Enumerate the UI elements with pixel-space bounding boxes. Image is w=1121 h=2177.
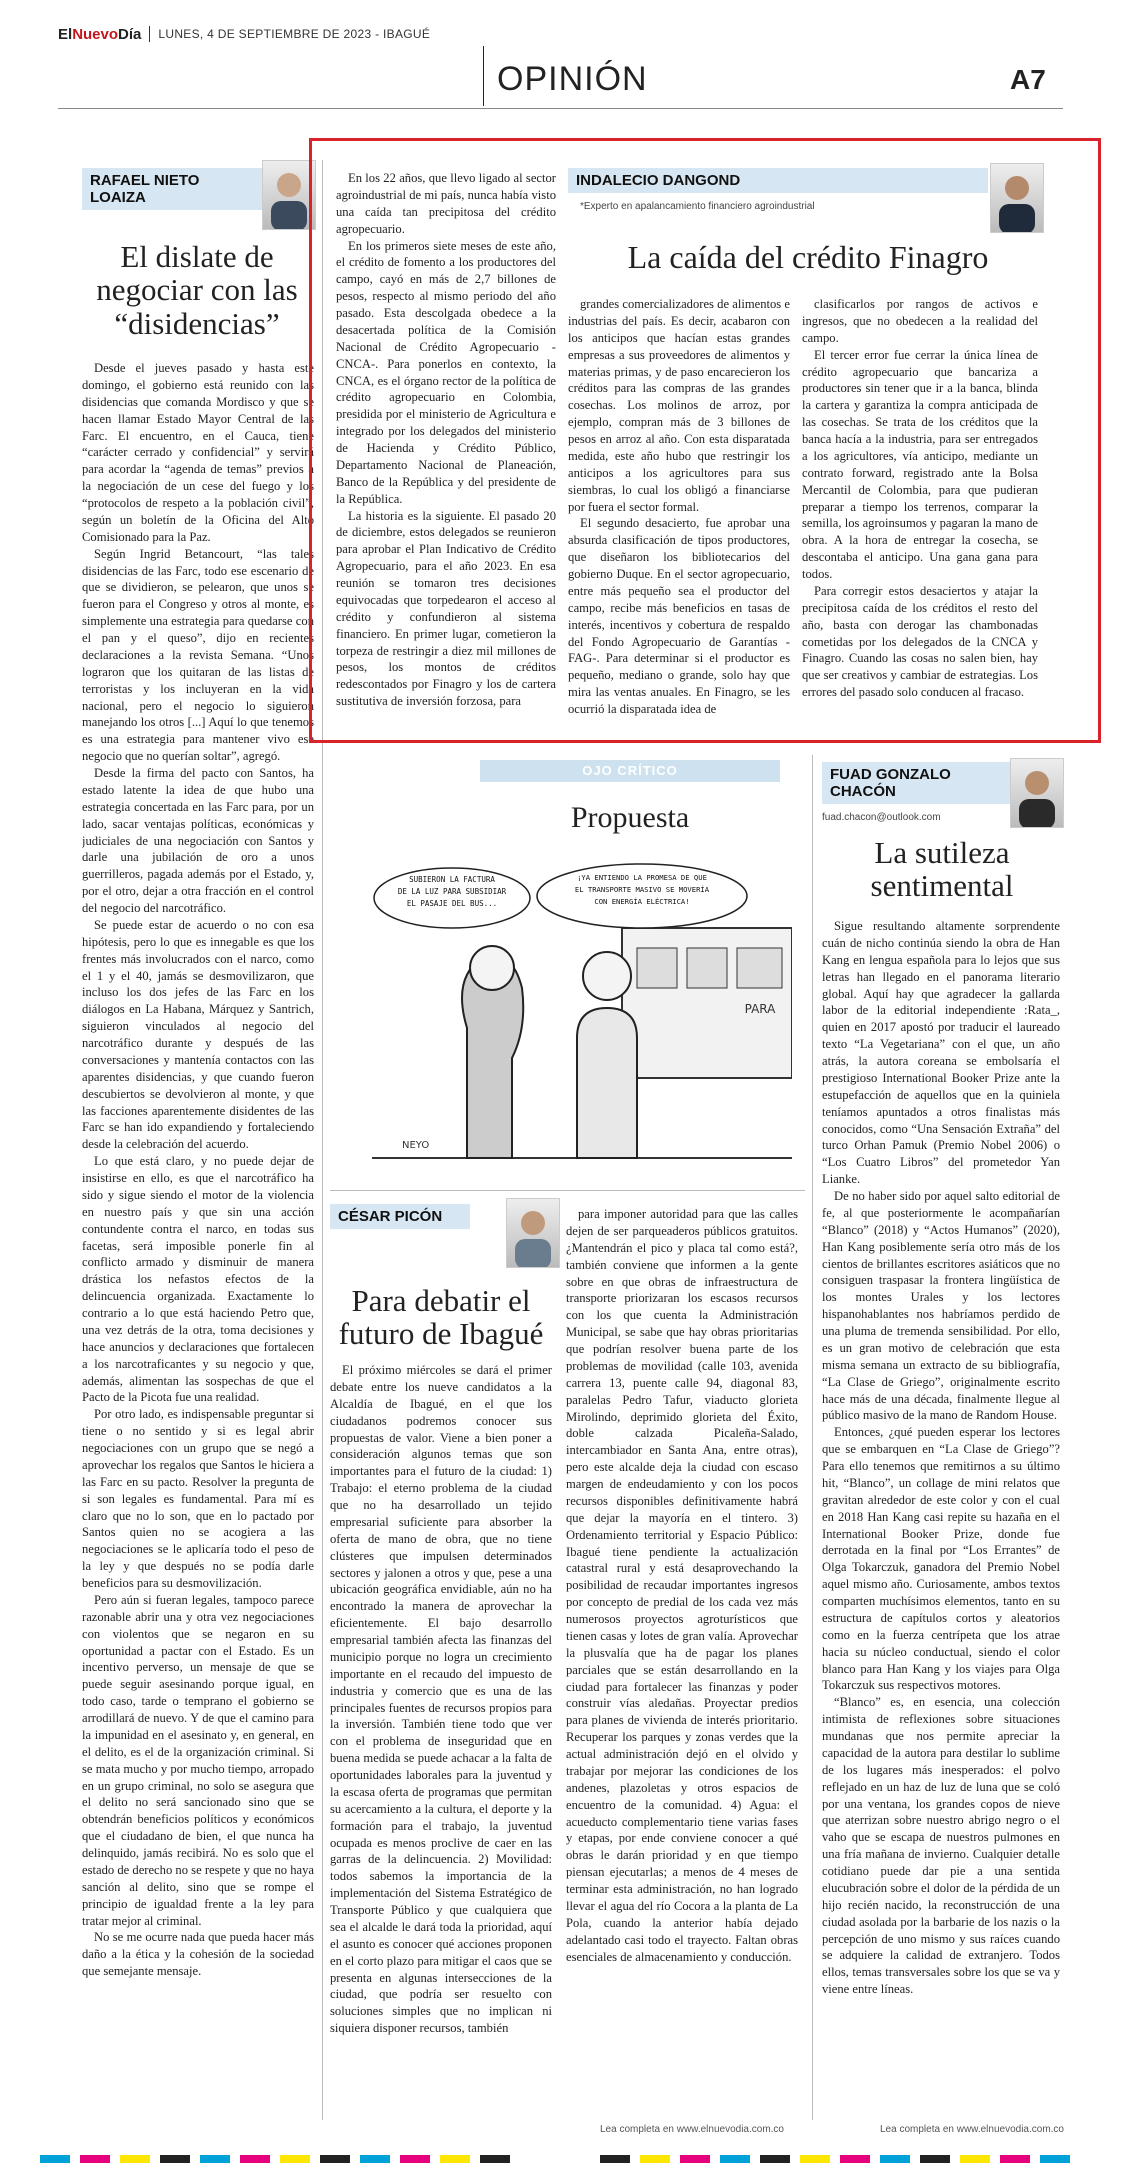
author-photo [506, 1198, 560, 1268]
bubble-right-line2: EL TRANSPORTE MASIVO SE MOVERÍA [574, 885, 710, 894]
paragraph: clasificarlos por rangos de activos e ingresos, que no obedecen a la realidad del campo. [802, 297, 1038, 345]
article2-col1 [336, 170, 556, 730]
article3-col1 [330, 1362, 552, 2120]
masthead-divider [149, 26, 150, 42]
author-name: CÉSAR PICÓN [330, 1204, 470, 1229]
paragraph: En los 22 años, que llevo ligado al sector agroindustrial de mi país, nunca había visto una caída tan precipitosa del crédito agropecuario. [336, 171, 556, 236]
author-photo [990, 163, 1044, 233]
paragraph: El próximo miércoles se dará el primer debate entre los nueve candidatos a la Alcaldía de Ibagué, en el que los ciudadanos podremos conocer sus propuestas de valor. Viene a bien poner a consideración algunos temas que son importantes para el futuro de la ciudad: 1) Trabajo: el eterno problema de la ciudad que no ha desarrollado un tejido empresarial suficiente para absorber la oferta de mano de obra, que no tiene clústeres que impulsen determinados sectores y jalonen a otros y que, pese a una ubicación geográfica envidiable, aún no ha encontrado la manera de aprovechar la eficientemente. El bajo desarrollo empresarial también afecta las finanzas del municipio porque no logra un crecimiento importante en el recaudo del impuesto de industria y comercio que es una de las principales fuentes de recursos propios para la inversión. También tiene todo que ver con el problema de inseguridad que en buena medida se puede achacar a la falta de oportunidades laborales para la juventud y la escasa oferta de programas que permitan su acercamiento a la cultura, el deporte y la formación para el trabajo, la juventud ocupada es menos proclive de caer en las garras de la delincuencia. 2) Movilidad: todos sabemos la importancia de la implementación del Sistema Estratégico de Transporte Público y que cualquiera que sea el alcalde le dará toda la prioridad, aquí el asunto es conocer qué acciones proponen en el corto plazo para mitigar el caos que se presenta en algunas intersecciones de la ciudad, que podría ser resuelto con soluciones simples que no implican ni siquiera disponer recursos, también [330, 1363, 552, 2036]
author-photo [262, 160, 316, 230]
paragraph: Por otro lado, es indispensable preguntar si tiene o no sentido y si es legal abrir negociaciones con un grupo que se negó a aprovechar los regalos que Santos le hiciera a las Farc en su pacto. Resolver la pregunta de si son legales es fundamental. Para mí es claro que no lo son, que en lo pactado por Santos quien no se acogiera a las negociaciones se le aplicaría todo el peso de la ley y que después no se podía darle beneficios para su desmovilización. [82, 1407, 314, 1590]
person-icon [507, 1199, 559, 1267]
paragraph: El tercer error fue cerrar la única línea de crédito agropecuario que bancariza a productores sin tener que ir a la banca, blinda la cartera y garantiza la compra anticipada de las cosechas. Se trata de los créditos que la banca hacía a la industria, para ser entregados a los agricultores, vía anticipo, mediante un contrato forward, registrado ante la Bolsa Mercantil de Colombia, para que pudieran preparar a tiempo los terrenos, comparar la semilla, los agroinsumos y pagaran la mano de obra. A la hora de entregar la cosecha, se descontaba el anticipo. Una gana gana para todos. [802, 347, 1038, 581]
bubble-right-line3: CON ENERGÍA ELÉCTRICA! [594, 897, 690, 906]
cartoonist-signature: NEYO [402, 1140, 430, 1151]
article2-headline: La caída del crédito Finagro [627, 239, 989, 275]
bubble-left-line2: DE LA LUZ PARA SUBSIDIAR [397, 887, 507, 896]
section-title: OPINIÓN [497, 60, 648, 98]
column-divider [812, 755, 813, 2120]
author-name: RAFAEL NIETO LOAIZA [82, 168, 262, 210]
masthead-date: LUNES, 4 DE SEPTIEMBRE DE 2023 - IBAGUÉ [158, 27, 431, 41]
article3-byline [330, 1204, 470, 1229]
paragraph: Desde la firma del pacto con Santos, ha estado latente la idea de que hubo una estrategia concertada en las Farc para, por un lado, sacar ventajas políticas, económicas y judiciales de una negociación con Santos y darle una jubilación de oro a unos guerrilleros, pagada además por el Estado, y, por el otro, dejar a otra fracción en el control del negocio del narcotráfico. [82, 766, 314, 915]
paragraph: De no haber sido por aquel salto editorial de fe, al que posteriormente le acompañarían “Blanco” (2018) y “Actos Humanos” (2020), Han Kang posiblemente sería otro más de los cientos de brillantes escritores asiáticos que no consiguen traspasar la frontera lingüística de los montes Urales y los lectores hispanohablantes nos habríamos perdido de una pluma de tremenda sensibilidad. Por ello, es un gran motivo de celebración que esta misma semana un extracto de su bibliografía, “La Clase de Griego”, originalmente escrito hace más de una década, finalmente llegue al público masivo de la mano de Random House. [822, 1189, 1060, 1423]
paragraph: Desde el jueves pasado y hasta este domingo, el gobierno está reunido con las disidencias que comanda Mordisco y que se hacen llamar Estado Mayor Central de las Farc. El encuentro, en el Cauca, tiene “carácter cerrado y confidencial” y servirá para acordar la “agenda de temas” previos a la negociación de un cese del fuego y los “protocolos de respeto a la población civil”, según un boletín de la Oficina del Alto Comisionado para la Paz. [82, 361, 314, 544]
cartoon-illustration [372, 858, 792, 1188]
bubble-left-line1: SUBIERON LA FACTURA [409, 875, 495, 884]
paragraph: para imponer autoridad para que las calles dejen de ser parqueaderos públicos gratuitos. ¿Mantendrán el pico y placa tal como está?, también conviene que informen a la gente sobre en que obras de infraestructura de transporte priorizaran los escasos recursos con los que cuenta la Administración Municipal, se sabe que hay obras prioritarias que podrían resolver buena parte de los problemas de movilidad (calle 103, avenida carrera 13, puente calle 94, diagonal 83, paralelas Pedro Tafur, viaducto glorieta Mirolindo, deprimido glorieta del Éxito, doble calzada Picaleña-Salado, intercambiador en Santa Ana, entre otras), pero este alcalde deja la ciudad con escaso margen de endeudamiento y con los pocos recursos disponibles definitivamente habrá que dejar la mayoría en el tintero. 3) Ordenamiento territorial y Espacio Público: Ibagué tiene pendiente la actualización catastral rural y está desaprovechando la posibilidad de recaudar importantes ingresos por concepto de predial de los cada vez más numerosos proyectos agroturísticos que tienen casas y lotes de gran valía. Aprovechar la plusvalía que ha de pagar los planes parciales que se están desarrollando en la ciudad para fortalecer las finanzas y poder construir vías aledañas. Proyectar predios para planes de vivienda de interés prioritario. Recuperar los parques y zonas verdes que la actual administración dejó en el olvido y trabajar por mejorar las condiciones de los andenes, plazoletas y otros espacios de encuentro de la comunidad. 4) Agua: el acueducto complementario tiene varias fases y etapas, por ende conviene conocer a qué obras le darán prioridad y en que tiempo piensan ejecutarlas; a menos de 4 meses de terminar esta administración, no han logrado llevar el agua del río Cocora a la planta de La Pola, cuando la anterior había dejado adelantado casi todo el trayecto. Faltan obras esenciales de almacenamiento y conducción. [566, 1207, 798, 1964]
paragraph: Se puede estar de acuerdo o no con esa hipótesis, pero lo que es innegable es que los frentes más involucrados con el narco, como el 1 y el 40, jamás se desmovilizaron, que incluso los dos jefes de las Farc en los diálogos en La Habana, Márquez y Santrich, siguieron vinculados al negocio del narcotráfico durante y después de las conversaciones y mantenía contactos con las aparentes disidencias, y que cuando fueron descubiertos se devolvieron al monte, y que las facciones aparentemente disidentes de las Farc se han ido expandiendo y fortaleciendo desde la celebración del acuerdo. [82, 917, 314, 1152]
bus-stop-sign: PARA [744, 1002, 776, 1016]
article4-byline [822, 762, 1022, 823]
author-email: fuad.chacon@outlook.com [822, 812, 941, 823]
top-rule [58, 108, 1063, 109]
person-icon [991, 164, 1043, 232]
article1-footer: Lea completa en www.elnuevodia.com.co [600, 2124, 784, 2135]
article3-headline: Para debatir el futuro de Ibagué [338, 1283, 544, 1352]
article2-col3 [802, 296, 1038, 730]
author-name: INDALECIO DANGOND [568, 168, 988, 193]
article4-footer: Lea completa en www.elnuevodia.com.co [880, 2124, 1064, 2135]
section-divider [483, 46, 484, 106]
author-name: FUAD GONZALO CHACÓN [822, 762, 1022, 804]
masthead [58, 22, 430, 46]
newspaper-logo: ElNuevoDía [58, 25, 142, 43]
paragraph: Para corregir estos desaciertos y atajar la precipitosa caída de los créditos el resto del año, basta con derogar las chambonadas cometidas por los delegados de la CNCA y Finagro. Cuando las cosas no salen bien, hay que ser creativos y cambiar de estrategias. Los errores del pasado solo conducen al fracaso. [802, 583, 1038, 700]
section-divider [330, 1190, 805, 1191]
paragraph: Sigue resultando altamente sorprendente cuán de nicho continúa siendo la obra de Han Kang en lengua española para lo lejos que sus letras han llegado en el panorama literario global. Aquí hay que agradecer la gallarda labor de la editorial independiente :Rata_, quien en 2017 apostó por traducir el laureado texto “La Vegetariana” con el que, un año atrás, la autora coreana se embolsaría el prestigioso International Booker Prize ante la estupefacción de aquellos que en la quiniela teníamos apuntados a otros finalistas más conocidos, como “Una Sensación Extraña” del turco Orhan Pamuk (Premio Nobel 2006) o “Los Cuatro Libros” del prometedor Yan Lianke. [822, 919, 1060, 1187]
person-icon [263, 161, 315, 229]
bubble-right-line1: ¡YA ENTIENDO LA PROMESA DE QUE [577, 873, 707, 882]
article1-byline [82, 168, 262, 210]
paragraph: No se me ocurre nada que pueda hacer más daño a la ética y la cohesión de la sociedad que semejante mensaje. [82, 1930, 314, 1979]
bubble-left-line3: EL PASAJE DEL BUS... [406, 899, 498, 908]
article2-byline [568, 168, 988, 212]
article4-body [822, 918, 1060, 2118]
paragraph: La historia es la siguiente. El pasado 20 de diciembre, estos delegados se reunieron para aprobar el Plan Indicativo de Crédito Agropecuario, para el año 2023. En esa reunión se tomaron tres decisiones equivocadas que torpedearon el acceso al crédito y confundieron al sistema financiero. En primer lugar, cometieron la torpeza de restringir a diez mil millones de pesos, los montos de créditos redescontados por Finagro y los de cartera sustitutiva de inversión forzosa, para [336, 508, 556, 709]
cartoon-drawing [372, 858, 792, 1188]
paragraph: Pero aún si fueran legales, tampoco parece razonable abrir una y otra vez negociaciones con violentos que se negaron en su oportunidad a pactar con el Estado. Es un incentivo perverso, un mensaje de que se puede seguir asesinando porque igual, en todo caso, tarde o temprano el gobierno se arrodillará de nuevo. Y de que el camino para la impunidad en el asesinato y, en general, en el delito, es el de la organización criminal. Si se mata mucho y por mucho tiempo, arropado en un grupo criminal, no solo se asegura que el delito no será sancionado sino que se obtendrán beneficios políticos y económicos que el ciudadano de bien, el que nunca ha delinquido, jamás recibirá. No es solo que el estado de derecho no se respete y que no haya sanción al delito, sino que se rompe el principio de igualdad frente a la ley para tratar mejor al criminal. [82, 1592, 314, 1928]
paragraph: Entonces, ¿qué pueden esperar los lectores que se embarquen en “La Clase de Griego”? Para ello tenemos que remitirnos a su último hit, “Blanco”, un collage de mini relatos que gravitan alrededor de este color y con el cual en 2018 Han Kang casi repite su hazaña en el International Booker Prize, donde fue derrotada en la final por “Los Errantes” de Olga Tokarczuk, ganadora del Premio Nobel aquel mismo año. Curiosamente, ambos textos comparten muchísimos elementos, tanto en su estructura de capítulos cortos y aleatorios como en la fuerza centrípeta que los atrae hacia su núcleo conductual, siendo el color blanco para Han Kang y los viajes para Olga Tokarczuk sus respectivos motores. [822, 1425, 1060, 1693]
paragraph: “Blanco” es, en esencia, una colección intimista de reflexiones sobre situaciones mundanas que nos permite apreciar la capacidad de la autora para destilar lo sublime de los lugares más inesperados: el polvo reflejado en un haz de luz de luna que se coló por una ventana, los grandes copos de nieve que aterrizan sobre nuestro abrigo negro o el vaho que se escapa de nuestros pulmones en una fría mañana de invierno. Cualquier detalle cotidiano puede dar pie a una sentida elucubración sobre el dolor de la pérdida de un hijo recién nacido, la reconstrucción de una ciudad asolada por la barbarie de los nazis o la percepción de uno mismo y sus raíces cuando se adquiere la calidad de extranjero. Todos ellos, temas transversales sobre los que se va y viene entre líneas. [822, 1695, 1060, 1997]
paragraph: En los primeros siete meses de este año, el crédito de fomento a los productores del campo, cayó en más de 2,7 billones de pesos, respecto al mismo periodo del año pasado. Esta descolgada obedece a la desacertada política de la Comisión Nacional de Crédito Agropecuario -CNCA-. Para ponerlos en contexto, la CNCA, es el órgano rector de la política de crédito agropecuario en Colombia, presidida por el ministerio de Agricultura e integrado por los delegados del ministerio de Hacienda y Crédito Público, Departamento Nacional de Planeación, Banco de la República y del presidente de la República. [336, 238, 556, 506]
paragraph: Según Ingrid Betancourt, “las tales disidencias de las Farc, todo ese escenario de que se dividieron, se pelearon, que unos se fueron para el Congreso y otros al monte, es simplemente una estrategia para quedarse con el pan y el queso”, dijo en recientes declaraciones a la revista Semana. “Unos lograron que los quitaran de las listas de terroristas y los incluyeran en la vida nacional, pero el negocio lo siguieron manejando los otros [...] Aquí lo que tenemos es una estrategia para mantener vivo ese negocio que no querían soltar”, agregó. [82, 546, 314, 764]
paragraph: grandes comercializadores de alimentos e industrias del país. Es decir, acabaron con los anticipos que hacían estas grandes empresas a sus proveedores de alimentos y materias primas, y de paso encarecieron los créditos para las compras de las grandes cosechas. Los molinos de arroz, por ejemplo, compran más de 3 billones de pesos en arroz al año. Con esta disparatada medida, este año hubo que restringir los anticipos a los agricultores para sus siembras, lo cual los obligó a financiarse por fuera el sector formal. [568, 297, 790, 514]
section-label: OJO CRÍTICO [480, 760, 780, 782]
person-icon [1011, 759, 1063, 827]
cartoon-title: Propuesta [570, 801, 690, 834]
author-photo [1010, 758, 1064, 828]
article1-headline: El dislate de negociar con las “disidencias” [96, 239, 298, 341]
author-note: *Experto en apalancamiento financiero agroindustrial [580, 201, 815, 212]
article4-headline: La sutileza sentimental [870, 835, 1014, 904]
article3-col2 [566, 1206, 798, 2120]
paragraph: Lo que está claro, y no puede dejar de insistirse en ello, es que el narcotráfico ha sido y sigue siendo el motor de la violencia en nuestro país y que sin una acción contundente contra el narco, en todas sus facetas, será imposible ponerle fin al conflicto armado y disminuir de manera drástica los nefastos efectos de la delincuencia organizada. Exactamente lo contrario a lo que está haciendo Petro que, una vez detrás de la otra, toma decisiones y hace anuncios y declaraciones que fortalecen a los narcotraficantes y su negocio y que, además, alimentan las sospechas de que el Pacto de la Picota fue una realidad. [82, 1154, 314, 1405]
article2-col2 [568, 296, 790, 730]
page-number: A7 [1010, 64, 1046, 95]
paragraph: El segundo desacierto, fue aprobar una absurda clasificación de tipos productores, que diseñaron los bibliotecarios del gobierno Duque. En el sector agropecuario, entre más pequeño sea el productor del campo, recibe más beneficios en tasas de interés, incentivos y cobertura de respaldo del Fondo Agropecuario de Garantías -FAG-. Para determinar si el productor es pequeño, mediano o grande, solo hay que mira las ventas anuales. En Finagro, se les ocurrió la disparatada idea de [568, 516, 790, 716]
printer-color-bar [600, 2155, 1080, 2163]
printer-color-bar [40, 2155, 520, 2163]
article1-body [82, 360, 314, 2115]
